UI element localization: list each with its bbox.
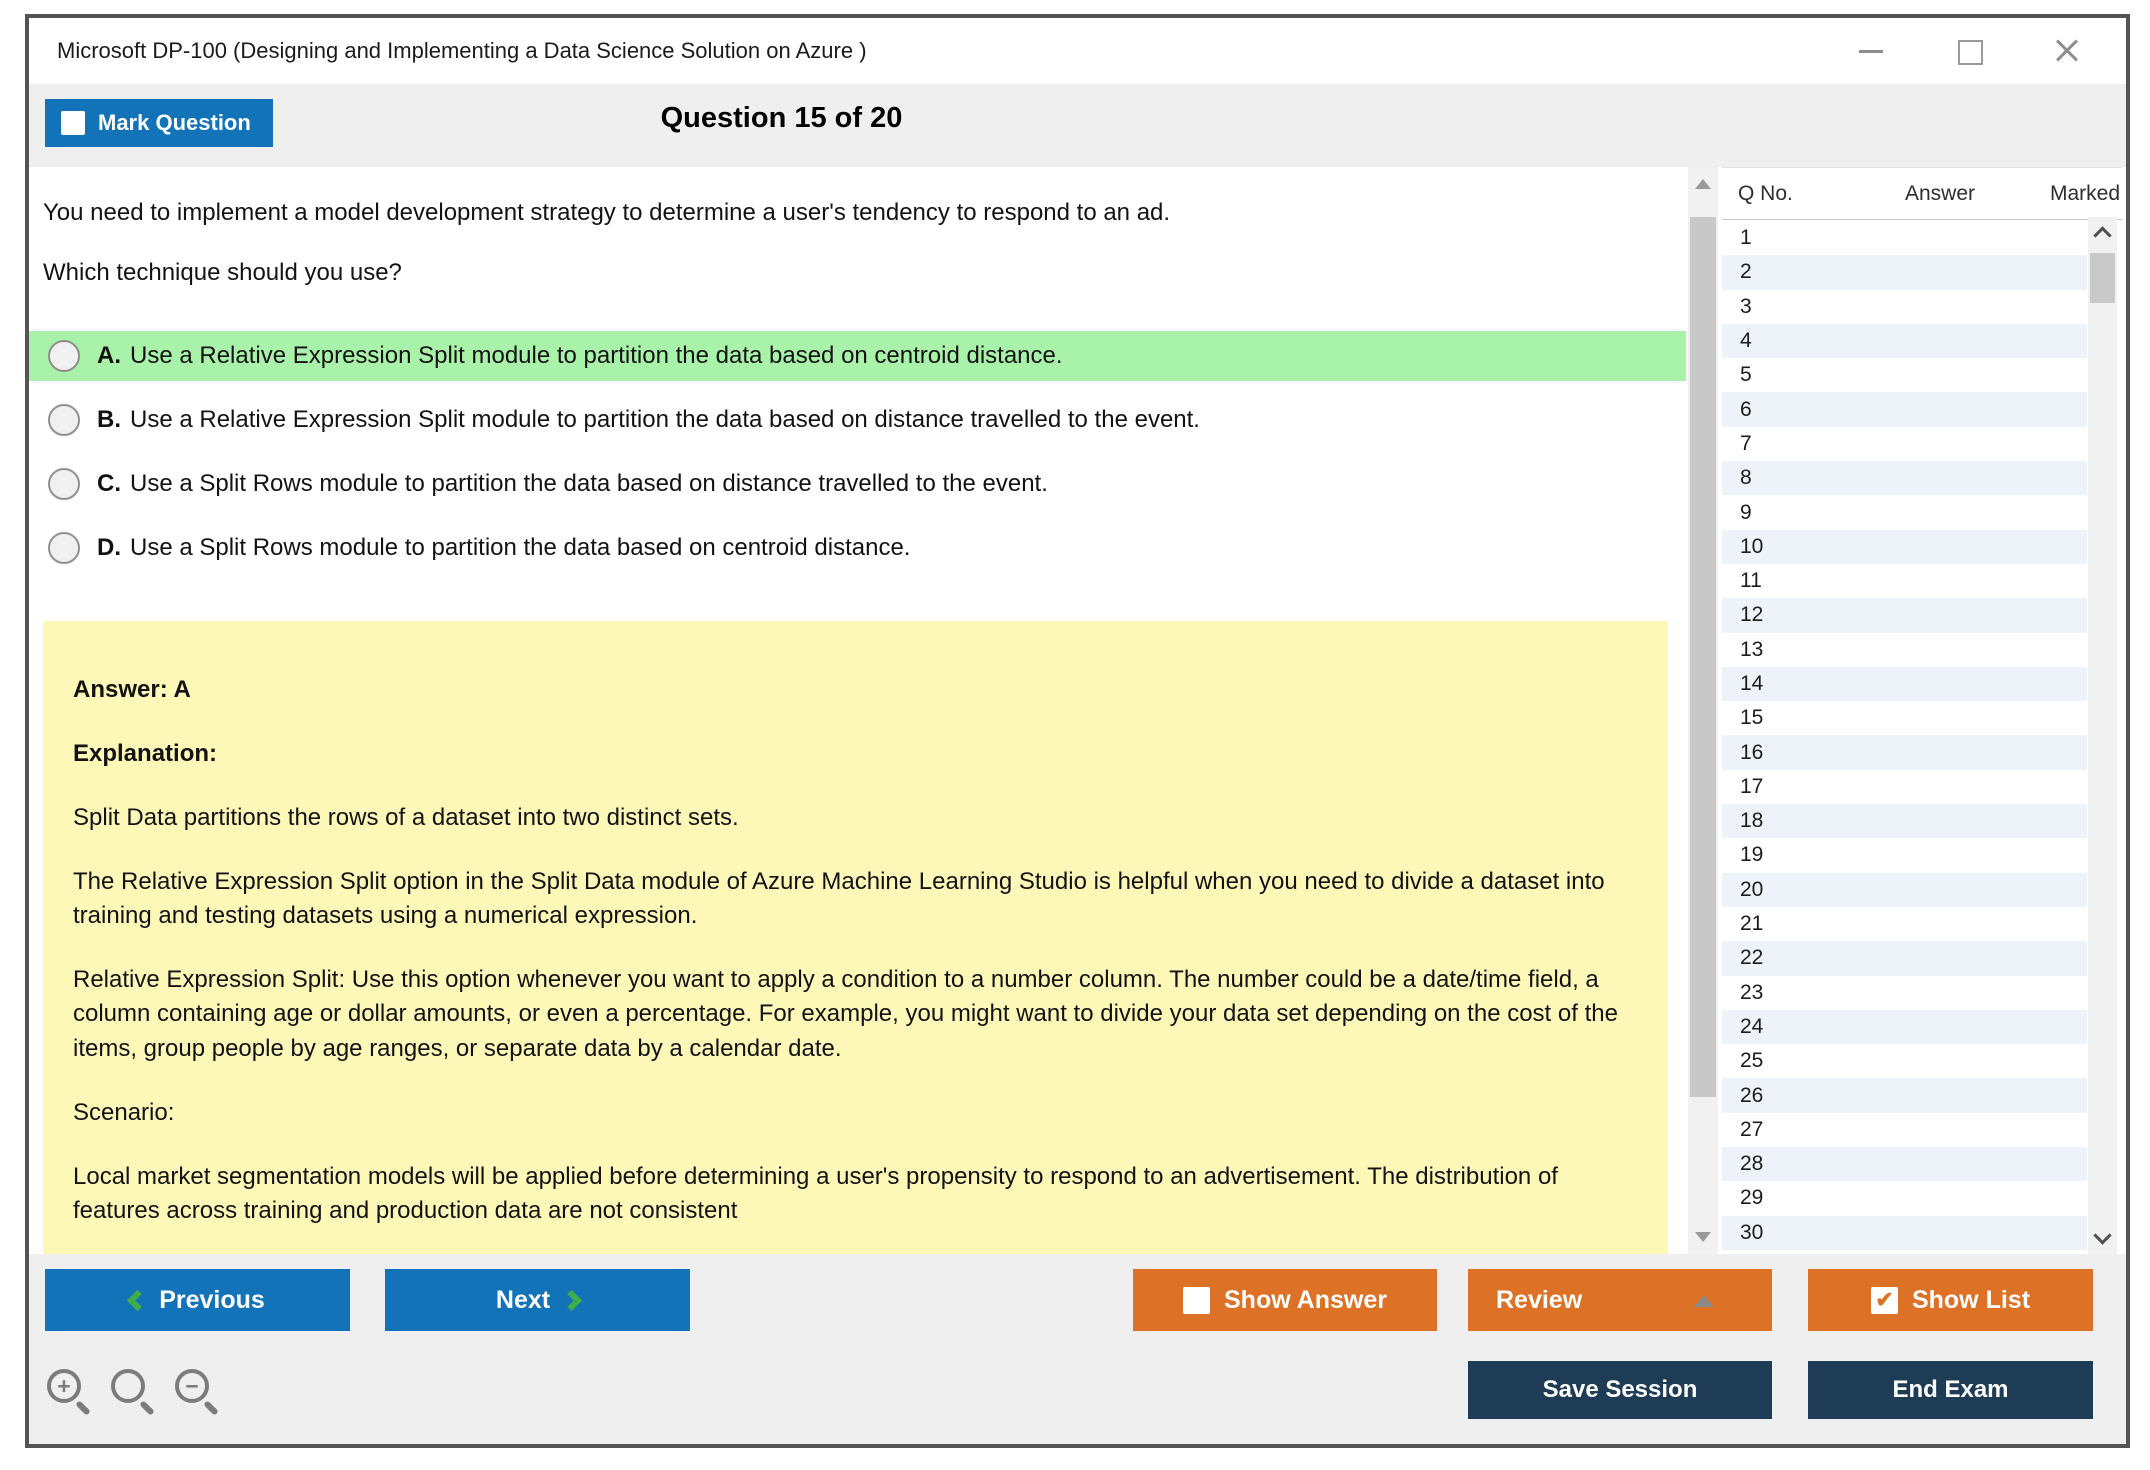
list-item[interactable] <box>1722 358 2087 392</box>
question-number: 29 <box>1740 1186 1764 1210</box>
list-item[interactable] <box>1722 1147 2087 1181</box>
list-item[interactable] <box>1722 667 2087 701</box>
question-list-rows <box>1722 221 2087 1253</box>
list-scroll-up-icon[interactable] <box>2093 226 2111 244</box>
end-exam-label: End Exam <box>1892 1376 2009 1403</box>
list-item[interactable] <box>1722 1181 2087 1215</box>
question-pane <box>29 167 1686 1254</box>
list-item[interactable] <box>1722 838 2087 872</box>
question-number: 23 <box>1740 980 1764 1004</box>
option-b[interactable] <box>29 395 1686 445</box>
question-number: 27 <box>1740 1117 1764 1141</box>
list-item[interactable] <box>1722 495 2087 529</box>
list-item[interactable] <box>1722 701 2087 735</box>
question-number: 19 <box>1740 843 1764 867</box>
list-item[interactable] <box>1722 1044 2087 1078</box>
column-header-answer: Answer <box>1905 182 1976 205</box>
next-button[interactable] <box>385 1269 690 1331</box>
question-number: 15 <box>1740 706 1764 730</box>
window-title: Microsoft DP-100 (Designing and Implementing a Data Science Solution on Azure ) <box>57 38 867 63</box>
list-item[interactable] <box>1722 427 2087 461</box>
list-item[interactable] <box>1722 907 2087 941</box>
question-number: 21 <box>1740 912 1764 936</box>
question-number: 1 <box>1740 226 1752 250</box>
question-subtext: Which technique should you use? <box>43 259 402 286</box>
option-b-text: Use a Relative Expression Split module to partition the data based on distance travelled to the event. <box>130 406 1200 433</box>
list-scroll-down-icon[interactable] <box>2093 1226 2111 1244</box>
explanation-paragraph: Split Data partitions the rows of a dataset into two distinct sets. <box>73 804 739 832</box>
content-area <box>29 167 2126 1254</box>
zoom-toolbar <box>47 1369 221 1415</box>
scroll-up-icon[interactable] <box>1695 179 1711 189</box>
list-item[interactable] <box>1722 804 2087 838</box>
save-session-label: Save Session <box>1542 1376 1698 1403</box>
show-answer-checkbox[interactable] <box>1183 1287 1210 1314</box>
list-item[interactable] <box>1722 530 2087 564</box>
previous-label: Previous <box>159 1285 265 1314</box>
scenario-label: Scenario: <box>73 1098 175 1126</box>
question-number: 6 <box>1740 397 1752 421</box>
question-number: 14 <box>1740 672 1764 695</box>
check-icon: ✔ <box>1875 1287 1894 1312</box>
question-list-panel <box>1722 167 2122 1254</box>
question-number: 3 <box>1740 294 1752 318</box>
question-number: 20 <box>1740 877 1764 901</box>
option-c[interactable] <box>29 459 1686 509</box>
list-scrollbar[interactable] <box>2088 217 2117 1254</box>
next-label: Next <box>495 1285 551 1314</box>
question-number: 10 <box>1740 534 1764 558</box>
list-item[interactable] <box>1722 290 2087 324</box>
title-bar <box>29 18 2126 84</box>
option-d-radio[interactable] <box>48 532 80 564</box>
show-answer-label: Show Answer <box>1224 1285 1387 1314</box>
list-item[interactable] <box>1722 598 2087 632</box>
question-number: 9 <box>1740 500 1752 524</box>
footer-bar <box>29 1254 2126 1444</box>
main-scrollbar-thumb[interactable] <box>1690 217 1716 1097</box>
review-button[interactable] <box>1468 1269 1772 1331</box>
list-item[interactable] <box>1722 564 2087 598</box>
chevron-right-icon <box>561 1289 582 1310</box>
question-number: 25 <box>1740 1049 1764 1073</box>
header-band <box>29 84 2126 167</box>
explanation-box <box>43 621 1668 1254</box>
zoom-out-icon[interactable] <box>175 1369 221 1415</box>
column-header-marked: Marked <box>2050 182 2121 205</box>
list-item[interactable] <box>1722 770 2087 804</box>
question-number: 12 <box>1740 603 1764 627</box>
question-number: 8 <box>1740 466 1752 490</box>
list-item[interactable] <box>1722 392 2087 426</box>
main-scrollbar[interactable] <box>1688 167 1718 1254</box>
explanation-paragraph: Relative Expression Split: Use this option whenever you want to apply a condition to a number column. The number could be a date/time field, a column containing age or dollar amounts, or even a percentage. For example, you might want to divide your data set depending on the cost of the items, group people by age ranges, or separate data by a calendar date. <box>73 966 1618 1062</box>
question-number: 7 <box>1740 431 1752 455</box>
option-c-letter: C. <box>97 470 121 497</box>
option-d[interactable] <box>29 523 1686 573</box>
end-exam-button[interactable] <box>1808 1361 2093 1419</box>
show-list-button[interactable] <box>1808 1269 2093 1331</box>
list-item[interactable] <box>1722 1216 2087 1250</box>
option-d-letter: D. <box>97 534 121 561</box>
list-item[interactable] <box>1722 255 2087 289</box>
list-item[interactable] <box>1722 461 2087 495</box>
options-list <box>29 331 1686 573</box>
magnifier-icon[interactable] <box>111 1369 157 1415</box>
question-text: You need to implement a model development strategy to determine a user's tendency to respond to an ad. <box>43 199 1171 226</box>
minimize-icon[interactable] <box>1854 34 1888 68</box>
window-controls <box>1854 18 2084 84</box>
question-number: 24 <box>1740 1014 1764 1038</box>
chevron-left-icon <box>127 1289 148 1310</box>
triangle-up-icon <box>1694 1295 1714 1307</box>
explanation-heading: Explanation: <box>73 740 218 768</box>
close-icon[interactable] <box>2050 34 2084 68</box>
answer-label: Answer: A <box>73 676 191 703</box>
list-item[interactable] <box>1722 1010 2087 1044</box>
review-label: Review <box>1496 1285 1583 1314</box>
option-a-letter: A. <box>97 342 121 369</box>
mark-question-label: Mark Question <box>98 110 251 135</box>
question-number: 16 <box>1740 740 1764 764</box>
scenario-paragraph: Local market segmentation models will be applied before determining a user's propensity to respond to an advertisement. The distribution of features across training and production data are not consistent <box>73 1162 1558 1224</box>
question-number: 26 <box>1740 1083 1764 1107</box>
scroll-down-icon[interactable] <box>1695 1232 1711 1242</box>
column-header-qno: Q No. <box>1738 182 1793 205</box>
question-number: 18 <box>1740 809 1764 833</box>
list-item[interactable] <box>1722 735 2087 769</box>
question-number: 4 <box>1740 329 1752 353</box>
list-item[interactable] <box>1722 976 2087 1010</box>
list-item[interactable] <box>1722 941 2087 975</box>
question-number: 5 <box>1740 363 1752 387</box>
magnifier-handle <box>203 1400 219 1416</box>
list-scrollbar-thumb[interactable] <box>2090 253 2115 303</box>
list-item[interactable] <box>1722 221 2087 255</box>
question-counter: Question 15 of 20 <box>660 102 903 134</box>
question-number: 11 <box>1740 569 1762 593</box>
question-number: 22 <box>1740 946 1764 970</box>
option-b-letter: B. <box>97 406 121 433</box>
question-number: 2 <box>1740 260 1752 284</box>
list-item[interactable] <box>1722 873 2087 907</box>
save-session-button[interactable] <box>1468 1361 1772 1419</box>
app-window <box>25 14 2130 1448</box>
zoom-out-symbol: − <box>185 1372 199 1399</box>
option-b-radio[interactable] <box>48 404 80 436</box>
explanation-paragraph: The Relative Expression Split option in the Split Data module of Azure Machine Learning Studio is helpful when you need to divide a dataset into training and testing datasets using a numerical expression. <box>73 868 1605 930</box>
option-d-text: Use a Split Rows module to partition the data based on centroid distance. <box>130 534 911 561</box>
previous-button[interactable] <box>45 1269 350 1331</box>
show-list-checkbox[interactable] <box>1871 1287 1898 1314</box>
list-item[interactable] <box>1722 324 2087 358</box>
question-number: 30 <box>1740 1220 1764 1244</box>
option-c-radio[interactable] <box>48 468 80 500</box>
show-answer-button[interactable] <box>1133 1269 1437 1331</box>
question-number: 17 <box>1740 774 1764 798</box>
question-number: 28 <box>1740 1152 1764 1176</box>
list-item[interactable] <box>1722 1113 2087 1147</box>
option-a-radio[interactable] <box>48 340 80 372</box>
option-a[interactable] <box>29 331 1686 381</box>
list-item[interactable] <box>1722 633 2087 667</box>
option-c-text: Use a Split Rows module to partition the data based on distance travelled to the event. <box>130 470 1048 497</box>
question-number: 13 <box>1740 637 1764 661</box>
magnifier-handle <box>75 1400 91 1416</box>
option-a-text: Use a Relative Expression Split module to partition the data based on centroid distance. <box>130 342 1063 369</box>
zoom-in-symbol: + <box>57 1372 71 1399</box>
question-list-header <box>1722 167 2122 220</box>
list-item[interactable] <box>1722 1078 2087 1112</box>
maximize-icon[interactable] <box>1952 34 1986 68</box>
zoom-in-icon[interactable] <box>47 1369 93 1415</box>
show-list-label: Show List <box>1911 1285 2031 1314</box>
magnifier-handle <box>139 1400 155 1416</box>
